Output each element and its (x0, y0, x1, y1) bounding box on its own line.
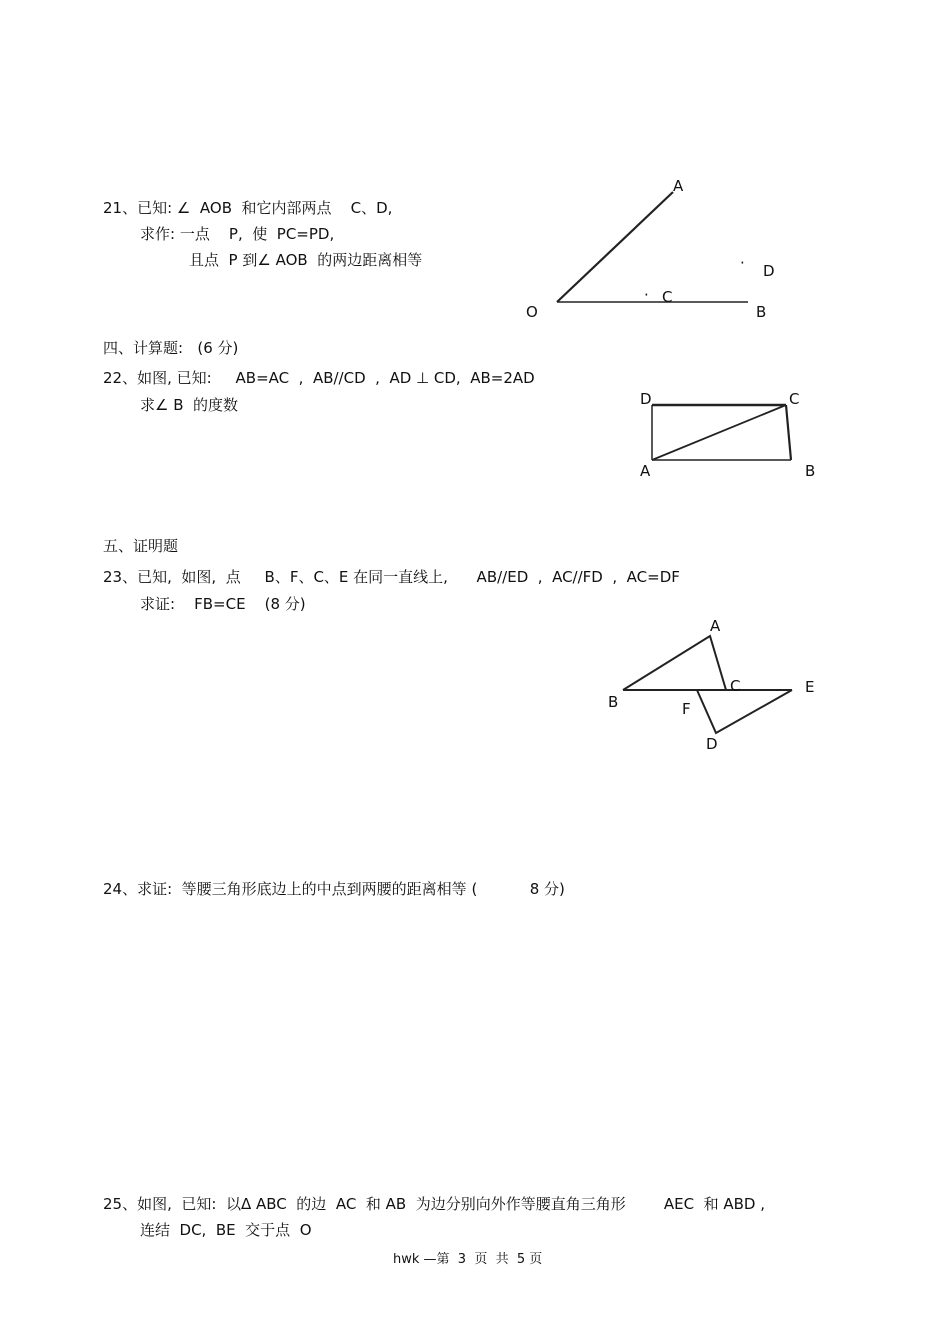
q23-line1: 23、已知, 如图, 点 B、F、C、E 在同一直线上, AB//ED , AC//FD , AC=DF (103, 568, 680, 586)
q22-line1: 22、如图, 已知: AB=AC , AB//CD , AD ⊥ CD, AB=2AD (103, 369, 535, 387)
figure-trapezoid-abcd (630, 385, 830, 485)
label-f: F (682, 700, 691, 718)
section-5-title: 五、证明题 (103, 537, 179, 555)
segment-ac (652, 405, 786, 460)
ray-oa (557, 192, 673, 302)
q21-line2: 求作: 一点 P, 使 PC=PD, (140, 225, 335, 243)
label-a: A (673, 177, 684, 195)
q24-line1: 24、求证: 等腰三角形底边上的中点到两腰的距离相等 ( 8 分) (103, 880, 565, 898)
page-footer: hwk —第 3 页 共 5 页 (393, 1252, 543, 1267)
label-b: B (805, 462, 816, 480)
label-b: B (608, 693, 619, 711)
label-b: B (756, 303, 767, 321)
q25-line1: 25、如图, 已知: 以Δ ABC 的边 AC 和 AB 为边分别向外作等腰直角三角形 AEC 和 ABD , (103, 1195, 766, 1213)
point-d-dot: · (740, 254, 745, 272)
label-c: C (730, 677, 741, 695)
label-d: D (763, 262, 775, 280)
label-d: D (706, 735, 718, 753)
label-o: O (526, 303, 538, 321)
label-a: A (640, 462, 651, 480)
label-c: C (789, 390, 800, 408)
label-a: A (710, 617, 721, 635)
point-c-dot: · (644, 286, 649, 304)
q23-line2: 求证: FB=CE (8 分) (140, 595, 306, 613)
q25-line2: 连结 DC, BE 交于点 O (140, 1221, 312, 1239)
triangle-fde-sides (697, 690, 792, 733)
q22-line2: 求∠ B 的度数 (140, 396, 239, 414)
figure-angle-aob (510, 170, 810, 330)
label-c: C (662, 288, 673, 306)
label-d: D (640, 390, 652, 408)
q21-line1: 21、已知: ∠ AOB 和它内部两点 C、D, (103, 199, 393, 217)
q21-line3: 且点 P 到∠ AOB 的两边距离相等 (189, 251, 423, 269)
section-4-title: 四、计算题: (6 分) (103, 339, 239, 357)
figure-triangles-abc-def (600, 615, 830, 755)
triangle-abc-sides (623, 636, 726, 690)
segment-cb (786, 405, 791, 460)
label-e: E (805, 678, 815, 696)
